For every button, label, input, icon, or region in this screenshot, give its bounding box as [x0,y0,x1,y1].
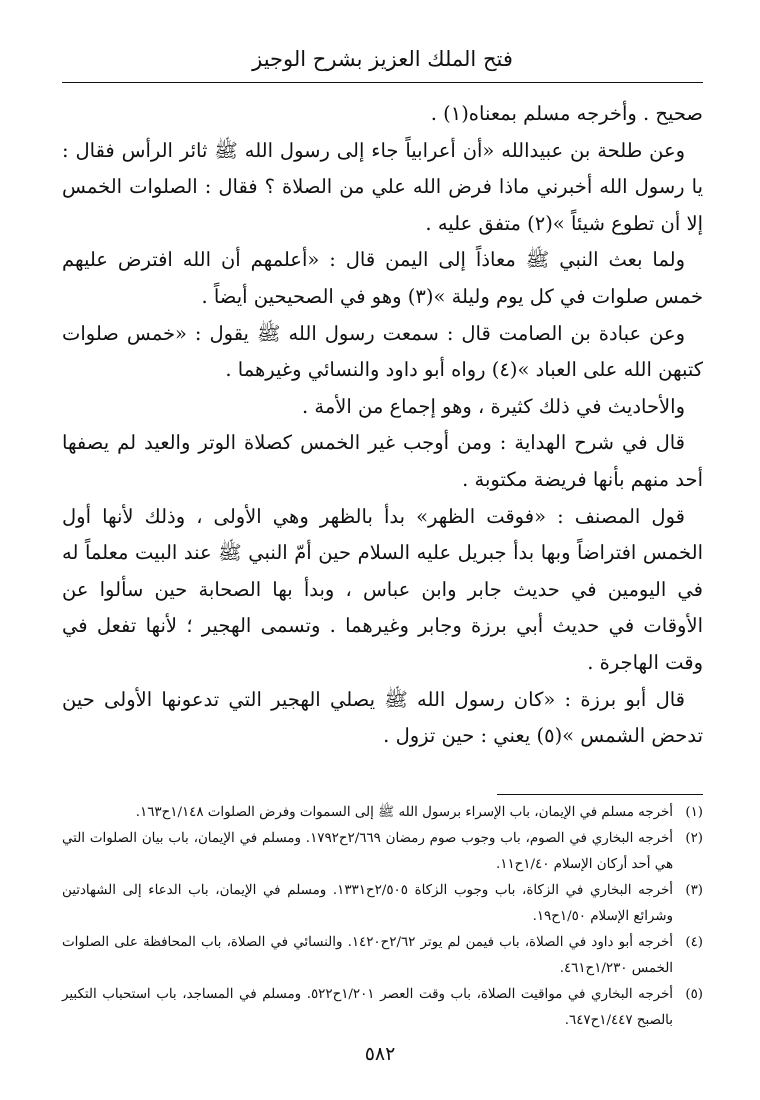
footnote [62,800,703,826]
page-number: ٥٨٢ [364,1043,396,1065]
footnote [62,930,703,982]
footnote-text: أخرجه أبو داود في الصلاة، باب فيمن لم يوتر ٢/٦٢ح١٤٢٠. والنسائي في الصلاة، باب المحافظة على الصلوات الخمس ١/٢٣٠ح٤٦١. [62,935,673,976]
footnote-number: (١) [685,805,703,820]
footnote-separator [497,794,703,795]
footnote-text: أخرجه البخاري في الصوم، باب وجوب صوم رمضان ٢/٦٦٩ح١٧٩٢. ومسلم في الإيمان، باب بيان الصلوات التي هي أحد أركان الإسلام ١/٤٠ح١١. [62,831,673,872]
footnotes [62,800,703,1034]
footnote-number: (٢) [685,831,703,846]
header-rule [62,82,703,83]
footnote-text: أخرجه البخاري في مواقيت الصلاة، باب وقت العصر ١/٢٠١ح٥٢٢. ومسلم في المساجد، باب استحباب التكبير بالصبح ١/٤٤٧ح٦٤٧. [62,987,673,1028]
footnote-number: (٤) [685,935,703,950]
footnote-text: أخرجه البخاري في الزكاة، باب وجوب الزكاة ٢/٥٠٥ح١٣٣١. ومسلم في الإيمان، باب الدعاء إلى الشهادتين وشرائع الإسلام ١/٥٠ح١٩. [62,883,673,924]
paragraph: وعن طلحة بن عبيدالله «أن أعرابياً جاء إلى رسول الله ﷺ ثائر الرأس فقال : يا رسول الله أخبرني ماذا فرض الله علي من الصلاة ؟ فقال : الصلوات الخمس إلا أن تطوع شيئاً »(٢) متفق عليه . [62,138,703,235]
footnote-number: (٣) [685,883,703,898]
paragraph: ولما بعث النبي ﷺ معاذاً إلى اليمن قال : «أعلمهم أن الله افترض عليهم خمس صلوات في كل يوم وليلة »(٣) وهو في الصحيحين أيضاً . [62,248,703,308]
paragraph: قال في شرح الهداية : ومن أوجب غير الخمس كصلاة الوتر والعيد لم يصفها أحد منهم بأنها فريضة مكتوبة . [62,431,703,491]
footnote [62,878,703,930]
footnote-number: (٥) [685,987,703,1002]
paragraph: صحيح . وأخرجه مسلم بمعناه(١) . [430,102,703,125]
footnote [62,982,703,1034]
footnote [62,826,703,878]
main-text [62,96,703,755]
paragraph: قال أبو برزة : «كان رسول الله ﷺ يصلي الهجير التي تدعونها الأولى حين تدحض الشمس »(٥) يعني : حين تزول . [62,687,703,748]
paragraph: وعن عبادة بن الصامت قال : سمعت رسول الله ﷺ يقول : «خمس صلوات كتبهن الله على العباد »(٤) رواه أبو داود والنسائي وغيرهما . [62,321,703,382]
paragraph: والأحاديث في ذلك كثيرة ، وهو إجماع من الأمة . [302,394,685,418]
running-header-title: فتح الملك العزيز بشرح الوجيز [252,47,513,71]
footnote-text: أخرجه مسلم في الإيمان، باب الإسراء برسول الله ﷺ إلى السموات وفرض الصلوات ١/١٤٨ح١٦٣. [135,805,673,820]
paragraph: قول المصنف : «فوقت الظهر» بدأ بالظهر وهي الأولى ، وذلك لأنها أول الخمس افتراضاً وبها بدأ جبريل عليه السلام حين أمّ النبي ﷺ عند البيت معلماً له في اليومين في حديث جابر وابن عباس ، وبدأ بها الصحابة حين سألوا عن الأوقات في حديث أبي برزة وجابر وغيرهما . وتسمى الهجير ؛ لأنها تفعل في وقت الهاجرة . [62,504,703,674]
